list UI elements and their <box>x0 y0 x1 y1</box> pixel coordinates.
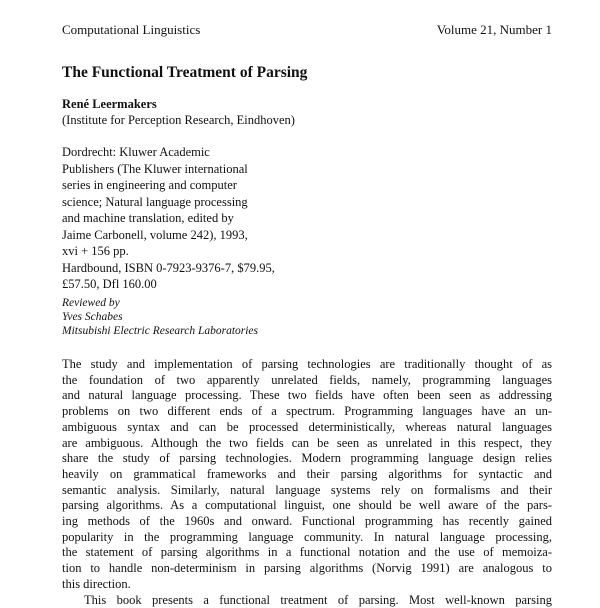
author-name: René Leermakers <box>62 97 157 111</box>
reviewer-affiliation: Mitsubishi Electric Research Laboratories <box>62 325 259 337</box>
body-line: and natural language processing. These two fields have often been seen as addressing <box>62 388 552 403</box>
publication-line: Jaime Carbonell, volume 242), 1993, <box>62 227 248 242</box>
body-line: popularity in the programming language community. In natural language processing, <box>62 529 552 544</box>
body-line: This book presents a functional treatment of parsing. Most well-known parsing <box>84 592 552 607</box>
body-line: ing methods of the 1960s and onward. Functional programming has recently gained <box>62 514 552 529</box>
publication-line: and machine translation, edited by <box>62 211 234 225</box>
publication-line: series in engineering and computer <box>62 178 237 192</box>
reviewed-by-label: Reviewed by <box>62 297 120 309</box>
body-line: problems on two different ends of a spectrum. Programming languages have an un- <box>62 404 552 419</box>
body-line: share the study of parsing technologies. Modern programming language design relies <box>62 451 552 466</box>
publication-line: Hardbound, ISBN 0-7923-9376-7, $79.95, <box>62 260 275 275</box>
author-affiliation: (Institute for Perception Research, Eindhoven) <box>62 113 295 127</box>
body-line: are ambiguous. Although the two fields can be seen as unrelated in this respect, they <box>62 435 552 450</box>
running-head <box>62 22 552 38</box>
body-line: parsing algorithms. As a computational linguist, one should be well aware of the pars- <box>62 498 552 513</box>
body-line: ambiguous syntax and can be processed deterministically, whereas natural languages <box>62 419 552 434</box>
reviewer-name: Yves Schabes <box>62 311 123 323</box>
body-line: heavily on grammatical frameworks and their parsing algorithms for syntactic and <box>62 466 552 481</box>
review-title: The Functional Treatment of Parsing <box>62 64 308 81</box>
publication-line: £57.50, Dfl 160.00 <box>62 277 157 291</box>
reviewer-block <box>62 296 258 338</box>
publication-line: Publishers (The Kluwer international <box>62 161 248 176</box>
body-line: this direction. <box>62 576 131 591</box>
body-line: the statement of parsing algorithms in a functional notation and the use of memoiza- <box>62 545 552 560</box>
body-line: the foundation of two apparently unrelated fields, namely, programming languages <box>62 372 552 387</box>
publication-line: xvi + 156 pp. <box>62 244 129 258</box>
body-line: semantic analysis. Similarly, natural language systems rely on formalisms and their <box>62 482 552 497</box>
publication-details <box>62 144 292 293</box>
publication-line: Dordrecht: Kluwer Academic <box>62 145 210 159</box>
body-line: tion to handle non-determinism in parsing algorithms (Norvig 1991) are analogous to <box>62 561 552 576</box>
journal-name: Computational Linguistics <box>62 22 201 37</box>
body-line: The study and implementation of parsing technologies are traditionally thought of as <box>62 357 552 371</box>
author-block <box>62 96 295 128</box>
review-body <box>62 357 552 608</box>
publication-line: science; Natural language processing <box>62 194 248 209</box>
volume-number: Volume 21, Number 1 <box>436 22 552 37</box>
